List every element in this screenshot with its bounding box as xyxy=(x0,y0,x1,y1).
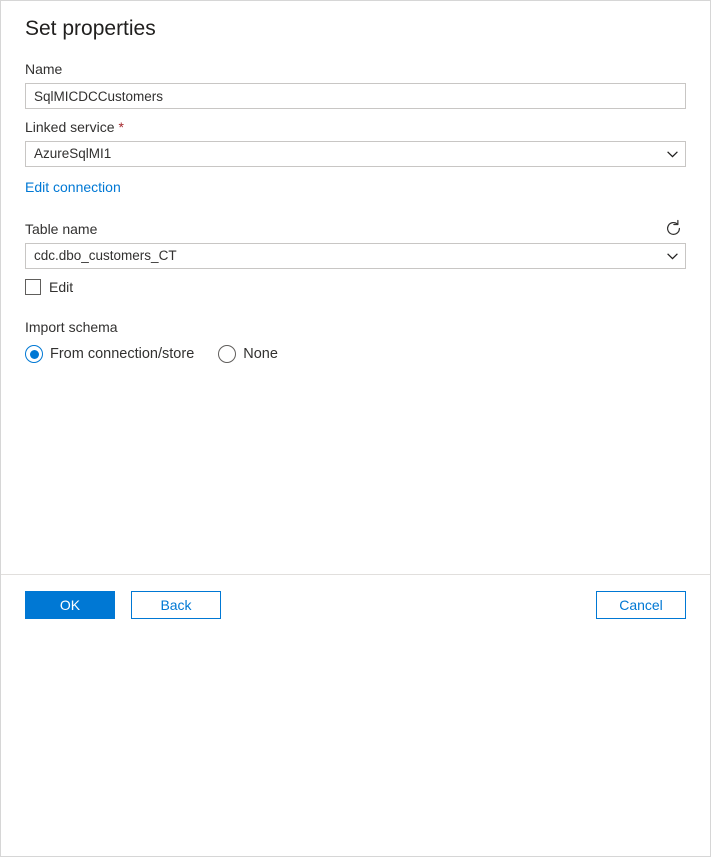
radio-none-indicator[interactable] xyxy=(218,345,236,363)
panel-body xyxy=(1,53,710,574)
ok-button[interactable]: OK xyxy=(25,591,115,619)
required-asterisk: * xyxy=(118,119,124,135)
edit-connection-link[interactable]: Edit connection xyxy=(25,179,121,195)
cancel-button[interactable]: Cancel xyxy=(596,591,686,619)
page-title: Set properties xyxy=(25,17,156,40)
radio-none-label: None xyxy=(243,346,278,362)
table-name-label-row xyxy=(25,213,686,243)
radio-from-connection-store-label: From connection/store xyxy=(50,346,195,362)
linked-service-dropdown[interactable] xyxy=(25,141,686,167)
radio-from-connection-store-indicator[interactable] xyxy=(25,345,43,363)
table-name-selected-value[interactable]: cdc.dbo_customers_CT xyxy=(25,243,686,269)
import-schema-block xyxy=(25,317,686,364)
radio-none[interactable] xyxy=(218,344,278,364)
name-input[interactable] xyxy=(25,83,686,109)
refresh-icon[interactable] xyxy=(660,215,686,241)
edit-checkbox-row[interactable] xyxy=(25,277,686,297)
table-name-label: Table name xyxy=(25,221,98,237)
edit-checkbox[interactable] xyxy=(25,279,41,295)
linked-service-selected-value[interactable]: AzureSqlMI1 xyxy=(25,141,686,167)
import-schema-label: Import schema xyxy=(25,319,118,335)
name-field-block xyxy=(25,53,686,109)
radio-from-connection-store[interactable] xyxy=(25,344,194,364)
import-schema-radio-group xyxy=(25,344,686,364)
linked-service-label-text: Linked service xyxy=(25,119,115,135)
edit-checkbox-label: Edit xyxy=(49,279,74,295)
linked-service-field-block xyxy=(25,111,686,197)
name-label: Name xyxy=(25,61,63,77)
table-name-field-block xyxy=(25,213,686,297)
linked-service-label xyxy=(25,111,686,141)
panel-header xyxy=(1,1,710,53)
panel-footer xyxy=(1,574,710,619)
table-name-dropdown[interactable] xyxy=(25,243,686,269)
back-button[interactable]: Back xyxy=(131,591,221,619)
footer-spacer xyxy=(1,619,710,856)
